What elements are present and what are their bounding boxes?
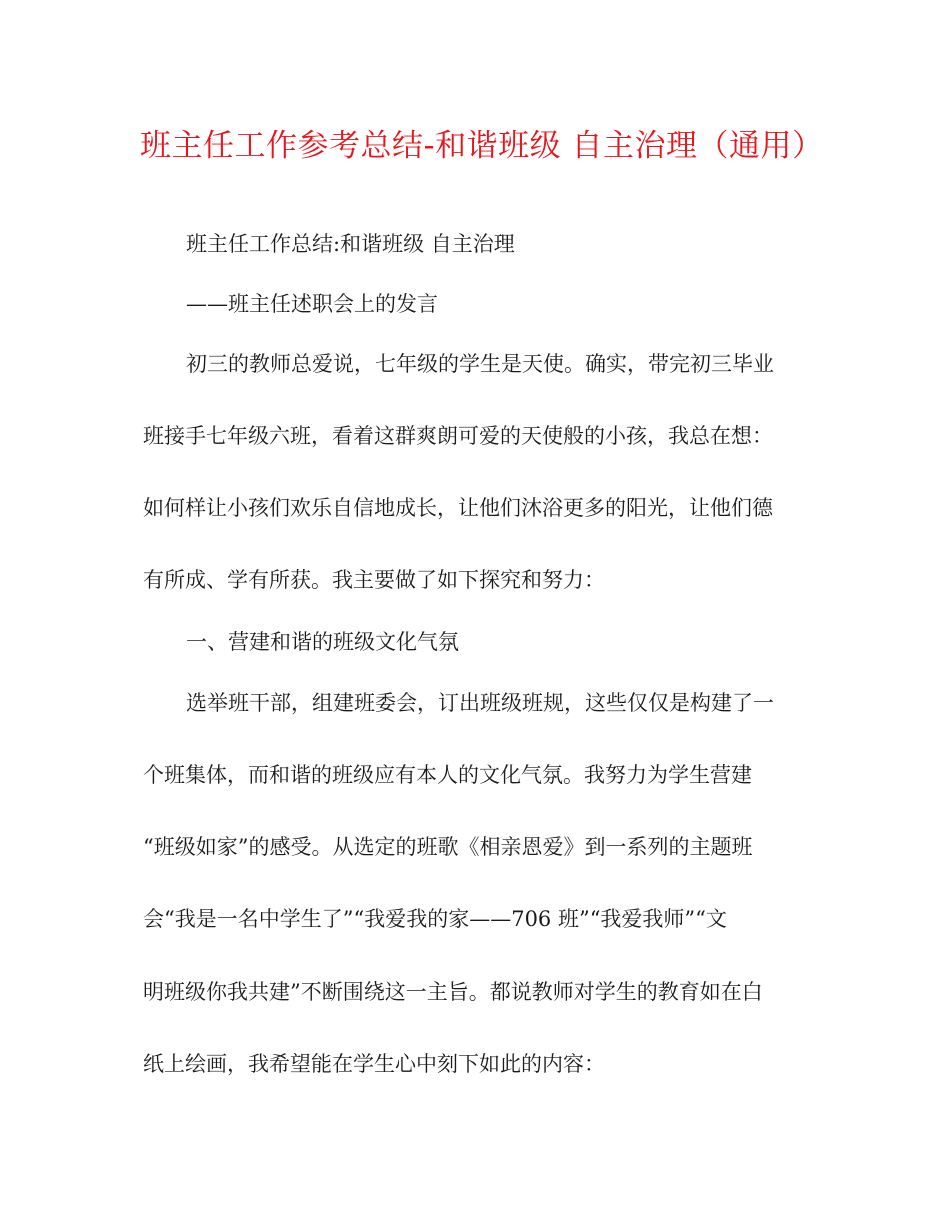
paragraph-line: “班级如家”的感受。从选定的班歌《相亲恩爱》到一系列的主题班 <box>143 835 753 859</box>
paragraph-line: 班接手七年级六班，看着这群爽朗可爱的天使般的小孩，我总在想： <box>143 424 773 448</box>
section-heading: 一、营建和谐的班级文化气氛 <box>186 630 459 654</box>
paragraph-line: 如何样让小孩们欢乐自信地成长，让他们沐浴更多的阳光，让他们德 <box>143 496 773 520</box>
paragraph-line: 纸上绘画，我希望能在学生心中刻下如此的内容： <box>143 1052 605 1076</box>
paragraph-line: 个班集体，而和谐的班级应有本人的文化气氛。我努力为学生营建 <box>143 763 752 787</box>
document-byline: ——班主任述职会上的发言 <box>186 292 438 316</box>
document-title: 班主任工作参考总结-和谐班级 自主治理（通用） <box>140 128 824 164</box>
paragraph-line: 会“我是一名中学生了”“我爱我的家——706 班”“我爱我师”“文 <box>143 907 727 931</box>
document-subtitle: 班主任工作总结:和谐班级 自主治理 <box>186 232 515 256</box>
paragraph-line: 选举班干部，组建班委会，订出班级班规，这些仅仅是构建了一 <box>186 691 774 715</box>
paragraph-line: 初三的教师总爱说，七年级的学生是天使。确实，带完初三毕业 <box>186 352 774 376</box>
paragraph-line: 有所成、学有所获。我主要做了如下探究和努力： <box>143 568 605 592</box>
paragraph-line: 明班级你我共建”不断围绕这一主旨。都说教师对学生的教育如在白 <box>143 980 763 1004</box>
